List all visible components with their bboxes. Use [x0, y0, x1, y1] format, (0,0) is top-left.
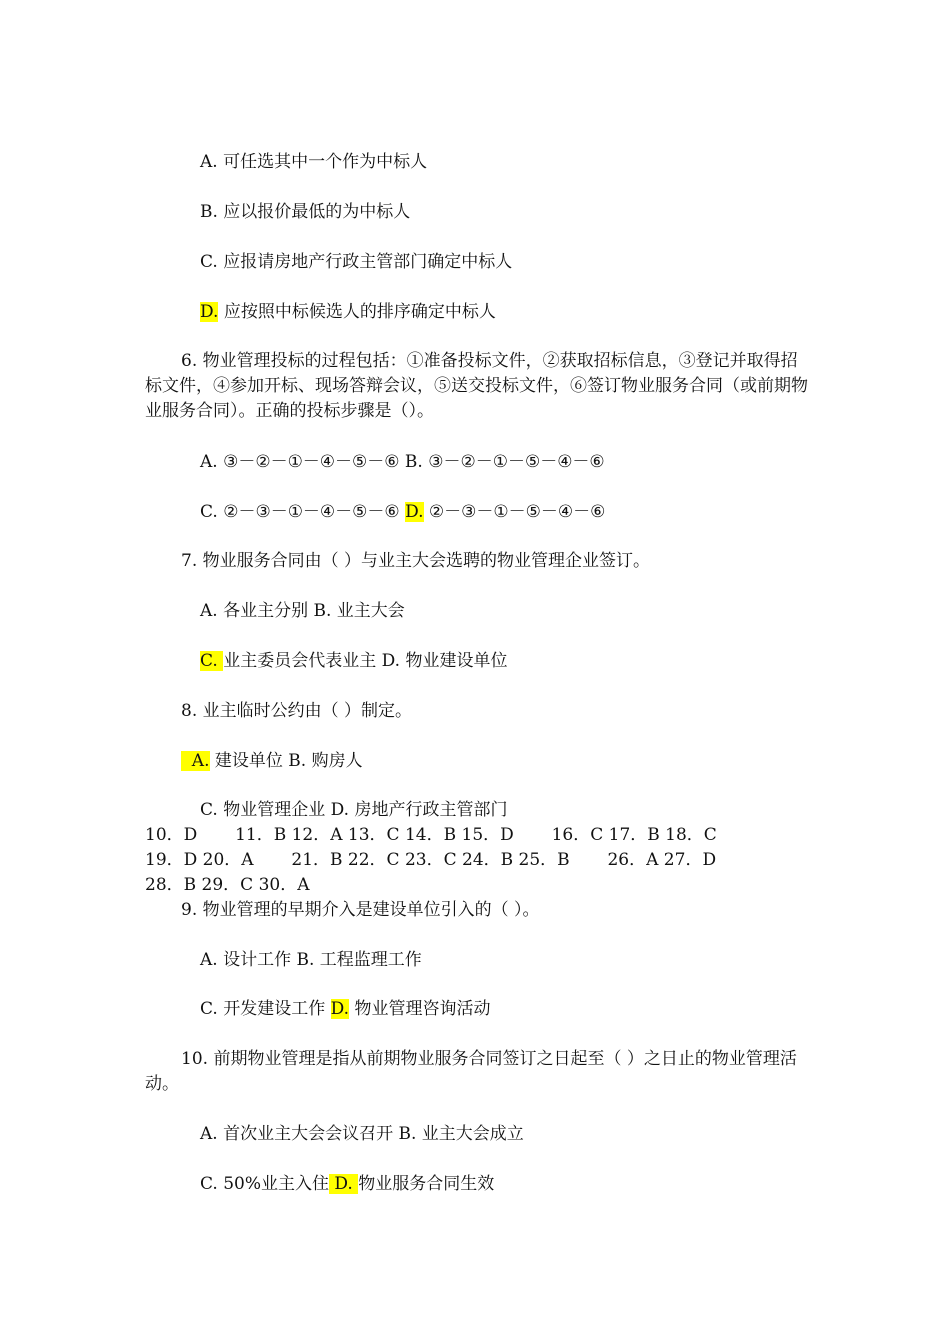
q6-options-cd: [200, 502, 605, 522]
q5-option-c: C. 应报请房地产行政主管部门确定中标人: [200, 252, 513, 272]
q8-options-ab: [181, 751, 363, 771]
answer-key-row-3: 28．B 29．C 30．A: [145, 875, 310, 895]
q10-question: 10. 前期物业管理是指从前期物业服务合同签订之日起至（ ）之日止的物业管理活动。: [145, 1049, 797, 1094]
q9-options-ab: A. 设计工作 B. 工程监理工作: [200, 950, 422, 970]
answer-key-row-2: 19．D 20．A 21．B 22．C 23．C 24．B 25．B 26．A 27．D: [145, 850, 717, 870]
q8-options-ab-text: 建设单位 B. 购房人: [209, 751, 363, 771]
answer-highlight: C.: [200, 651, 224, 671]
q10-options-ab: A. 首次业主大会会议召开 B. 业主大会成立: [200, 1124, 524, 1144]
q5-option-a: A. 可任选其中一个作为中标人: [200, 152, 428, 172]
answer-highlight: D.: [405, 502, 424, 522]
q5-option-d: [200, 302, 496, 322]
q8-options-cd: C. 物业管理企业 D. 房地产行政主管部门: [200, 800, 508, 820]
answer-highlight: D.: [329, 1174, 359, 1194]
q5-option-d-text: 应按照中标候选人的排序确定中标人: [218, 302, 496, 322]
q9-option-c: C. 开发建设工作: [200, 999, 331, 1019]
q7-options-ab: A. 各业主分别 B. 业主大会: [200, 601, 405, 621]
q6-options-ab: A. ③－②－①－④－⑤－⑥ B. ③－②－①－⑤－④－⑥: [200, 452, 605, 472]
q7-options-cd-text: 业主委员会代表业主 D. 物业建设单位: [223, 651, 508, 671]
q9-option-d-text: 物业管理咨询活动: [349, 999, 491, 1019]
answer-key-row-1: 10．D 11．B 12．A 13．C 14．B 15．D 16．C 17．B 18．C: [145, 825, 717, 845]
q10-options-cd: [200, 1174, 494, 1194]
q6-option-d-text: ②－③－①－⑤－④－⑥: [423, 502, 606, 522]
answer-highlight: D.: [200, 302, 219, 322]
q10-option-c: C. 50%业主入住: [200, 1174, 329, 1194]
q7-question: 7. 物业服务合同由（ ）与业主大会选聘的物业管理企业签订。: [181, 551, 651, 571]
q9-options-cd: [200, 999, 490, 1019]
q7-options-cd: [200, 651, 507, 671]
answer-highlight: D.: [330, 999, 350, 1019]
q10-option-d-text: 物业服务合同生效: [358, 1174, 495, 1194]
q8-question: 8. 业主临时公约由（ ）制定。: [181, 701, 413, 721]
q9-question: 9. 物业管理的早期介入是建设单位引入的（ ）。: [181, 900, 540, 920]
q6-question: 6. 物业管理投标的过程包括：①准备投标文件，②获取招标信息，③登记并取得招标文件，④参加开标、现场答辩会议，⑤送交投标文件，⑥签订物业服务合同（或前期物业服务合同）。正确的投标步骤是（）。: [145, 351, 808, 421]
answer-highlight: A.: [181, 751, 210, 771]
q5-option-b: B. 应以报价最低的为中标人: [200, 202, 411, 222]
q6-option-c: C. ②－③－①－④－⑤－⑥: [200, 502, 406, 522]
